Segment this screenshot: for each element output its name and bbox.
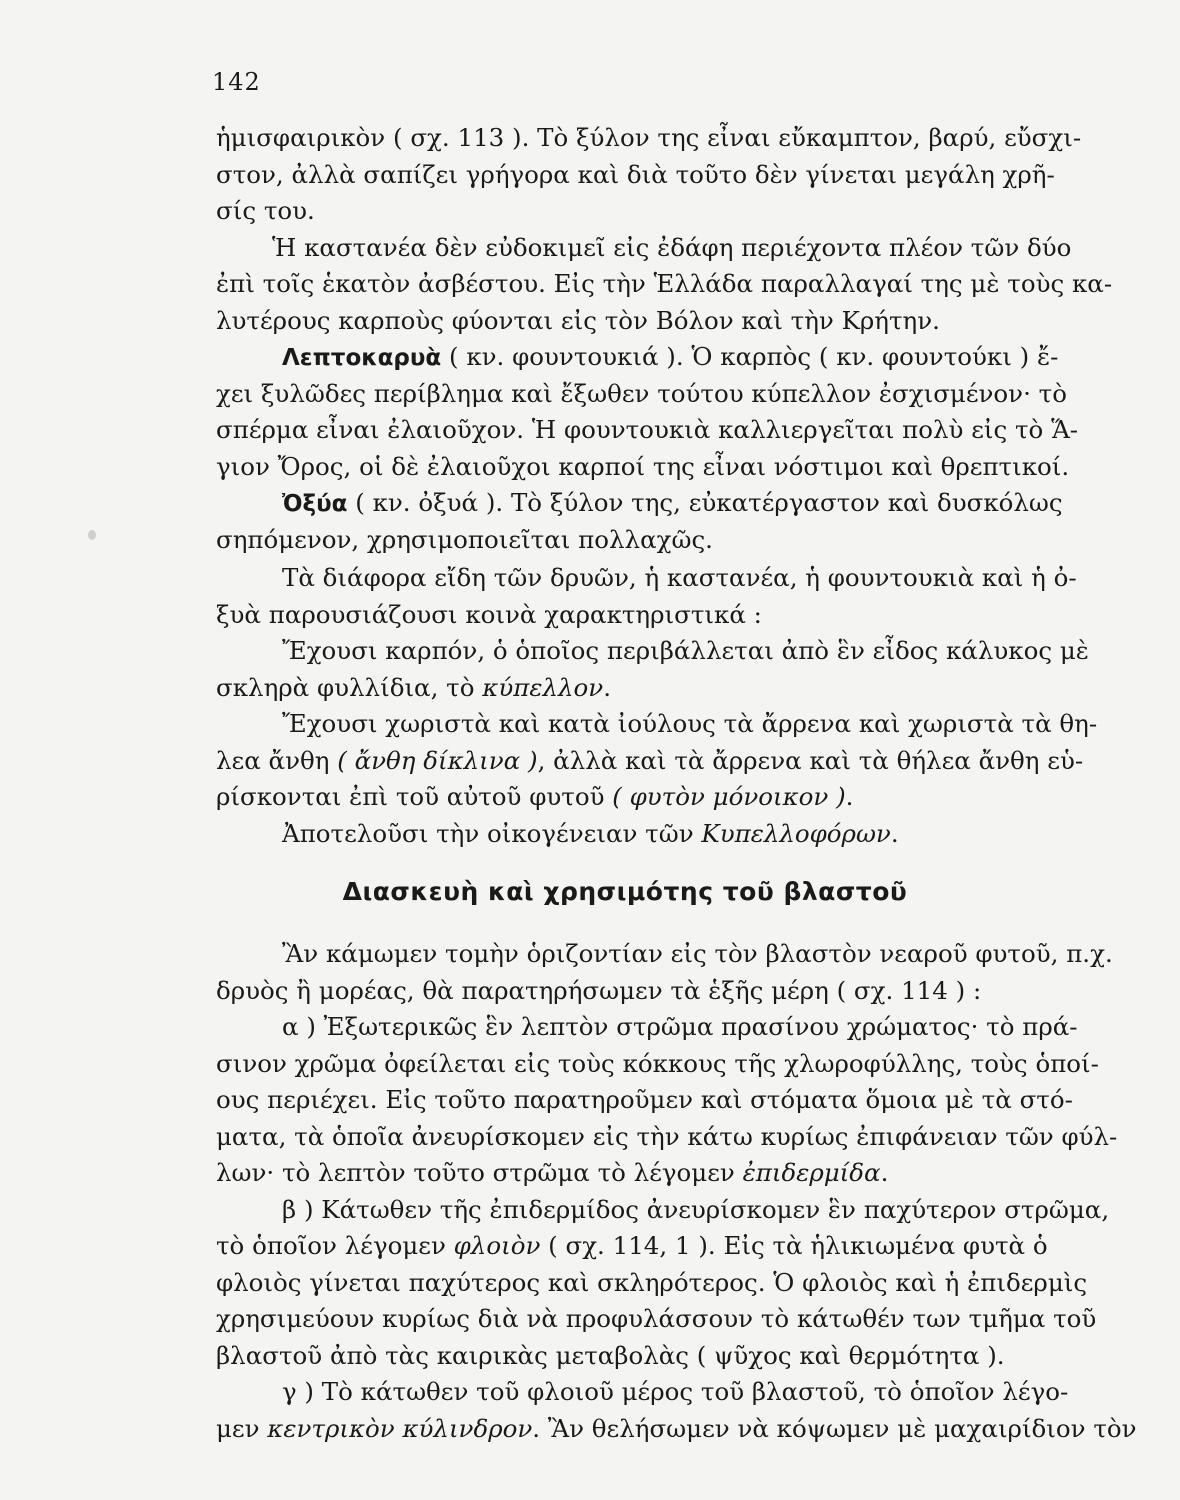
text-line: Ἂν κάμωμεν τομὴν ὁριζοντίαν εἰς τὸν βλαστὸν νεαροῦ φυτοῦ, π.χ. xyxy=(282,939,1113,968)
italic-term: κεντρικὸν κύλινδρον xyxy=(267,1413,533,1443)
text-line: Ἔχουσι καρπόν, ὁ ὁποῖος περιβάλλεται ἀπὸ ἓν εἶδος κάλυκος μὲ xyxy=(282,636,1089,665)
text-line: σίς του. xyxy=(216,196,315,225)
line-tail: . xyxy=(890,818,899,848)
line-tail: . xyxy=(603,672,611,702)
text-line xyxy=(216,339,1059,376)
italic-term: ( φυτὸν μόνοικον ) xyxy=(612,782,846,811)
text-line: ματα, τὰ ὁποῖα ἀνευρίσκομεν εἰς τὴν κάτω κυρίως ἐπιφάνειαν τῶν φύλ- xyxy=(216,1121,1118,1151)
text-line xyxy=(216,1411,1137,1448)
text-line: Τὰ διάφορα εἴδη τῶν δρυῶν, ἡ καστανέα, ἡ φουντουκιὰ καὶ ἡ ὀ- xyxy=(282,563,1077,592)
text-line xyxy=(216,1228,1048,1265)
text-line xyxy=(216,1155,1034,1192)
italic-term: ( ἄνθη δίκλινα ) xyxy=(337,745,538,775)
section-heading: Διασκευὴ καὶ χρησιμότης τοῦ βλαστοῦ xyxy=(342,877,908,906)
text-line: δρυὸς ἢ μορέας, θὰ παρατηρήσωμεν τὰ ἑξῆς μέρη ( σχ. 114 ) : xyxy=(216,975,982,1005)
text-line: γ ) Τὸ κάτωθεν τοῦ φλοιοῦ μέρος τοῦ βλαστοῦ, τὸ ὁποῖον λέγο- xyxy=(282,1377,1069,1406)
text-line: λυτέρους καρποὺς φύονται εἰς τὸν Βόλον καὶ τὴν Κρήτην. xyxy=(216,305,940,335)
text-line: χρησιμεύουν κυρίως διὰ νὰ προφυλάσσουν τὸ κάτωθέν των τμῆμα τοῦ xyxy=(216,1304,1097,1333)
text-line xyxy=(216,670,1034,707)
text-line: ἡμισφαιρικὸν ( σχ. 113 ). Τὸ ξύλον της εἶναι εὔκαμπτον, βαρύ, εὔσχι- xyxy=(216,123,1082,152)
italic-term: ἐπιδερμίδα xyxy=(742,1158,881,1187)
line-tail: . xyxy=(880,1158,889,1187)
text-line xyxy=(216,485,1063,522)
body-text xyxy=(216,120,1137,1447)
text-line xyxy=(216,779,1034,816)
text-line: βλαστοῦ ἀπὸ τὰς καιρικὰς μεταβολὰς ( ψῦχος καὶ θερμότητα ). xyxy=(216,1340,1005,1370)
text-line xyxy=(216,743,1084,780)
term-leptokarya: Λεπτοκαρυὰ xyxy=(282,345,442,371)
italic-term: κύπελλον xyxy=(482,672,604,702)
line-text: λων· τὸ λεπτὸν τοῦτο στρῶμα τὸ λέγομεν xyxy=(216,1158,743,1187)
line-tail: , ἀλλὰ καὶ τὰ ἄρρενα καὶ τὰ θήλεα ἄνθη εὑ- xyxy=(537,745,1084,775)
page-number: 142 xyxy=(212,68,261,96)
text-line: στον, ἀλλὰ σαπίζει γρήγορα καὶ διὰ τοῦτο δὲν γίνεται μεγάλη χρῆ- xyxy=(216,159,1055,189)
line-text: τὸ ὁποῖον λέγομεν xyxy=(216,1231,454,1260)
text-line: ξυὰ παρουσιάζουσι κοινὰ χαρακτηριστικά : xyxy=(216,599,762,629)
line-text: λεα ἄνθη xyxy=(216,745,338,775)
line-tail: ( σχ. 114, 1 ). Εἰς τὰ ἡλικιωμένα φυτὰ ὁ xyxy=(540,1231,1048,1260)
line-text: Ἀποτελοῦσι τὴν οἰκογένειαν τῶν xyxy=(282,818,702,848)
line-tail: . xyxy=(845,782,854,811)
text-line: ἐπὶ τοῖς ἑκατὸν ἀσβέστου. Εἰς τὴν Ἑλλάδα παραλλαγαί της μὲ τοὺς κα- xyxy=(216,269,1113,298)
text-line: Ἔχουσι χωριστὰ καὶ κατὰ ἰούλους τὰ ἄρρενα καὶ χωριστὰ τὰ θη- xyxy=(282,709,1098,738)
text-line: γιον Ὄρος, οἱ δὲ ἐλαιοῦχοι καρποί της εἶναι νόστιμοι καὶ θρεπτικοί. xyxy=(216,451,1070,481)
line-text: σκληρὰ φυλλίδια, τὸ xyxy=(216,672,483,702)
text-line: χει ξυλῶδες περίβλημα καὶ ἔξωθεν τούτου κύπελλον ἐσχισμένον· τὸ xyxy=(216,378,1067,408)
text-line xyxy=(216,816,1034,853)
text-line: σπέρμα εἶναι ἐλαιοῦχον. Ἡ φουντουκιὰ καλλιεργεῖται πολὺ εἰς τὸ Ἅ- xyxy=(216,415,1079,444)
italic-term: Κυπελλοφόρων xyxy=(701,818,891,848)
ink-smudge xyxy=(88,530,96,540)
term-oxya: Ὀξύα xyxy=(282,491,348,517)
text-line: σηπόμενον, χρησιμοποιεῖται πολλαχῶς. xyxy=(216,524,713,554)
text-line: Ἡ καστανέα δὲν εὐδοκιμεῖ εἰς ἐδάφη περιέχοντα πλέον τῶν δύο xyxy=(272,232,1072,262)
line-text: μεν xyxy=(216,1413,268,1443)
text-line: β ) Κάτωθεν τῆς ἐπιδερμίδος ἀνευρίσκομεν ἓν παχύτερον στρῶμα, xyxy=(282,1194,1110,1224)
line-text: ( κν. φουντουκιά ). Ὁ καρπὸς ( κν. φουντούκι ) ἔ- xyxy=(441,342,1059,371)
line-text: ρίσκονται ἐπὶ τοῦ αὐτοῦ φυτοῦ xyxy=(216,782,613,811)
line-text: ( κν. ὀξυά ). Τὸ ξύλον της, εὐκατέργαστον καὶ δυσκόλως xyxy=(347,488,1063,517)
text-line: φλοιὸς γίνεται παχύτερος καὶ σκληρότερος. Ὁ φλοιὸς καὶ ἡ ἐπιδερμὶς xyxy=(216,1267,1088,1297)
line-tail: . Ἂν θελήσωμεν νὰ κόψωμεν μὲ μαχαιρίδιον τὸν xyxy=(532,1413,1137,1443)
text-line: σινον χρῶμα ὀφείλεται εἰς τοὺς κόκκους τῆς χλωροφύλλης, τοὺς ὁποί- xyxy=(216,1048,1099,1078)
text-line: ους περιέχει. Εἰς τοῦτο παρατηροῦμεν καὶ στόματα ὅμοια μὲ τὰ στό- xyxy=(216,1085,1073,1114)
italic-term: φλοιὸν xyxy=(453,1231,541,1260)
text-line: α ) Ἐξωτερικῶς ἓν λεπτὸν στρῶμα πρασίνου χρώματος· τὸ πρά- xyxy=(282,1012,1078,1041)
